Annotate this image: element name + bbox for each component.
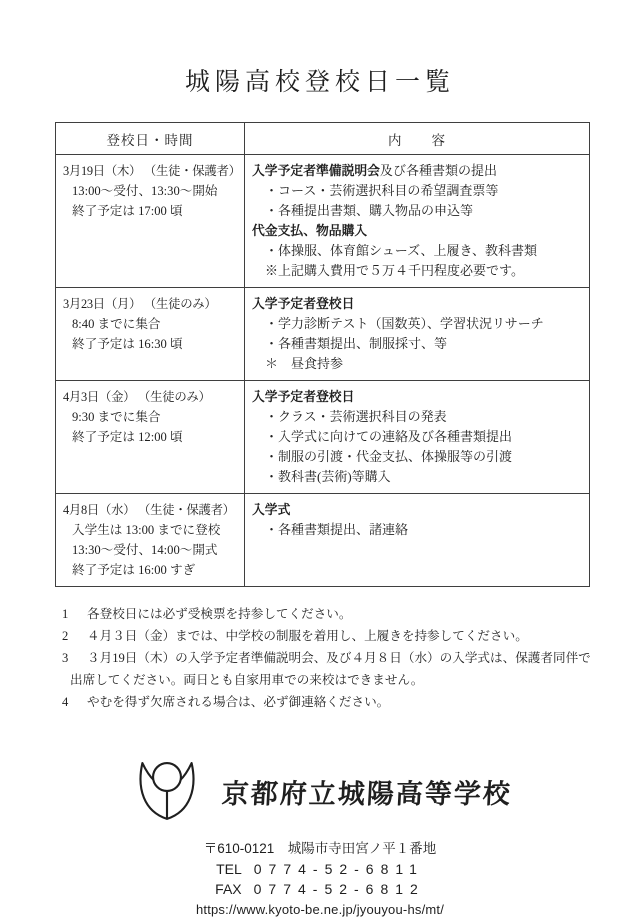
schedule-time-detail: 13:00～受付、13:30～開始 [72, 184, 218, 198]
content-bullet: ・各種書類提出、諸連絡 [265, 522, 409, 537]
schedule-content-cell [245, 381, 590, 494]
content-heading [252, 161, 583, 181]
schedule-time-detail: 8:40 までに集合 [72, 317, 161, 331]
schedule-date: 4月8日（水） （生徒・保護者） [63, 503, 235, 517]
content-note: ※上記購入費用で５万４千円程度必要です。 [265, 263, 524, 278]
table-row [56, 288, 590, 381]
footer [0, 759, 640, 917]
notes-list [57, 603, 598, 713]
content-bullet: ・体操服、体育館シューズ、上履き、教科書類 [265, 243, 537, 258]
note-number: 2 [62, 629, 69, 643]
table-row [56, 381, 590, 494]
note-item [57, 691, 598, 713]
note-number: 4 [62, 695, 69, 709]
note-text: 各登校日には必ず受検票を持参してください。 [87, 607, 352, 621]
note-item [57, 647, 598, 691]
content-heading: 入学予定者登校日 [252, 389, 355, 404]
tel-line [0, 861, 640, 877]
content-bullet: ・制服の引渡・代金支払、体操服等の引渡 [265, 449, 513, 464]
content-heading: 入学式 [252, 502, 291, 517]
column-header-content: 内 容 [245, 123, 590, 155]
content-bullet: ・各種書類提出、制服採寸、等 [265, 336, 448, 351]
note-text: ４月３日（金）までは、中学校の制服を着用し、上履きを持参してください。 [87, 629, 528, 643]
schedule-date-cell [56, 494, 245, 587]
note-number: 1 [62, 607, 69, 621]
table-row [56, 155, 590, 288]
schedule-time-detail: 終了予定は 17:00 頃 [72, 204, 183, 218]
schedule-date-cell [56, 381, 245, 494]
tel-number: 0774-52-6811 [253, 861, 424, 877]
content-bullet: ・教科書(芸術)等購入 [265, 469, 391, 484]
postal-address: 〒610-0121 城陽市寺田宮ノ平１番地 [203, 841, 437, 856]
note-text: やむを得ず欠席される場合は、必ず御連絡ください。 [87, 695, 390, 709]
schedule-content-cell [245, 288, 590, 381]
schedule-date: 4月3日（金） （生徒のみ） [63, 390, 211, 404]
school-name: 京都府立城陽高等学校 [221, 778, 513, 810]
note-text: ３月19日（木）の入学予定者準備説明会、及び４月８日（水）の入学式は、保護者同伴で出席してください。両日とも自家用車での来校はできません。 [70, 651, 591, 687]
tel-label: TEL [216, 861, 242, 877]
schedule-time-detail: 13:30～受付、14:00～開式 [72, 543, 218, 557]
content-heading-bold: 入学予定者準備説明会 [252, 163, 380, 178]
content-heading: 入学予定者登校日 [252, 296, 355, 311]
schedule-content-cell [245, 494, 590, 587]
schedule-time-detail: 9:30 までに集合 [72, 410, 161, 424]
fax-label: FAX [215, 881, 242, 897]
fax-line [0, 881, 640, 897]
schedule-time-detail: 終了予定は 12:00 頃 [72, 430, 183, 444]
school-identity-row [0, 759, 640, 823]
schedule-date-cell [56, 288, 245, 381]
school-logo-tulip-icon [128, 759, 206, 823]
schedule-date: 3月23日（月） （生徒のみ） [63, 297, 217, 311]
schedule-time-detail: 終了予定は 16:30 頃 [72, 337, 183, 351]
content-bullet: ・学力診断テスト（国数英）、学習状況リサーチ [265, 316, 544, 331]
website-url: https://www.kyoto-be.ne.jp/jyouyou-hs/mt/ [195, 902, 445, 917]
column-header-date: 登校日・時間 [56, 123, 245, 155]
content-asterisk-note: ＊ 昼食持参 [265, 356, 344, 371]
content-bullet: ・入学式に向けての連絡及び各種書類提出 [265, 429, 513, 444]
content-heading-rest: 及び各種書類の提出 [379, 163, 497, 178]
fax-number: 0774-52-6812 [253, 881, 425, 897]
schedule-time-detail: 終了予定は 16:00 すぎ [72, 563, 196, 577]
note-item [57, 603, 598, 625]
note-item [57, 625, 598, 647]
page-title: 城陽高校登校日一覧 [184, 69, 455, 96]
note-number: 3 [62, 651, 69, 665]
schedule-date: 3月19日（木） （生徒・保護者） [63, 164, 241, 178]
table-header-row [56, 123, 590, 155]
schedule-time-detail: 入学生は 13:00 までに登校 [72, 523, 221, 537]
schedule-table [55, 122, 590, 587]
content-bullet: ・クラス・芸術選択科目の発表 [265, 409, 447, 424]
content-bullet: ・コース・芸術選択科目の希望調査票等 [265, 183, 499, 198]
schedule-date-cell [56, 155, 245, 288]
schedule-content-cell [245, 155, 590, 288]
table-row [56, 494, 590, 587]
content-bullet: ・各種提出書類、購入物品の申込等 [265, 203, 474, 218]
content-heading: 代金支払、物品購入 [252, 223, 368, 238]
